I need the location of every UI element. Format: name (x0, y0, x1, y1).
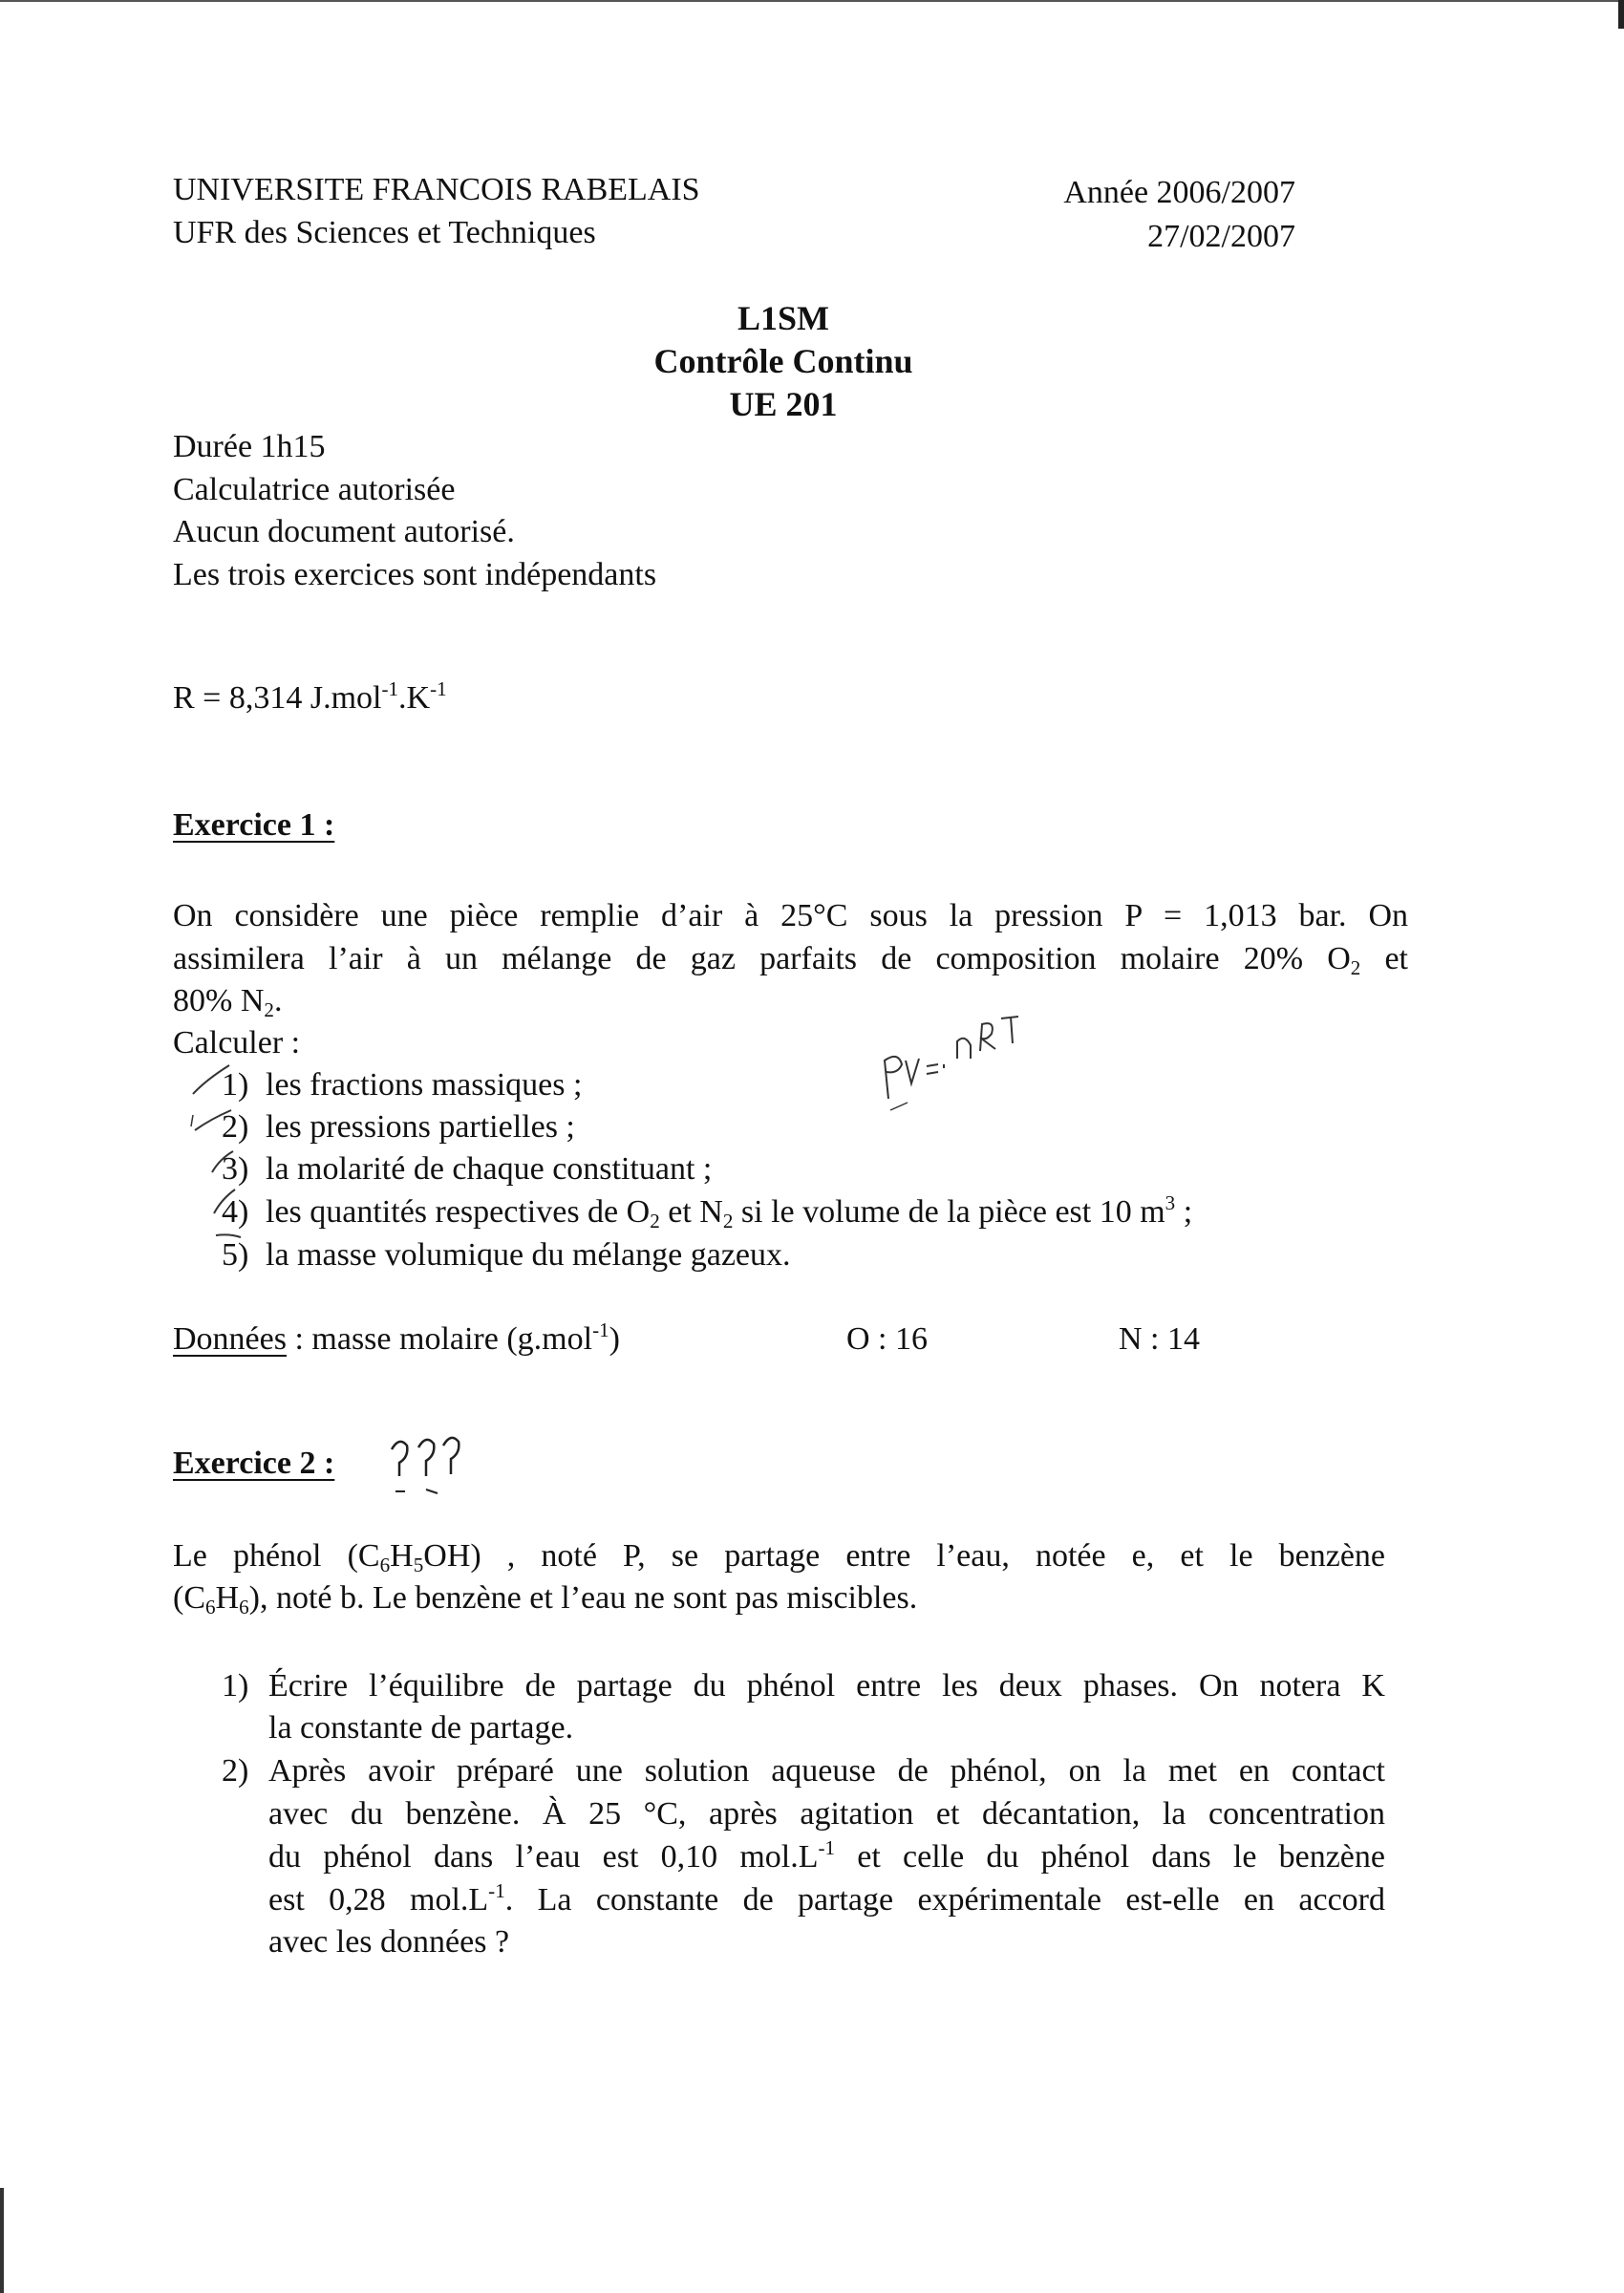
gas-constant (173, 677, 447, 719)
exercise1-calc-label: Calculer : (173, 1025, 301, 1061)
item-number: 1) (222, 1067, 249, 1103)
exercise2-intro-line2-s2: 6 (239, 1595, 249, 1618)
item-sub-a: 2 (650, 1209, 660, 1232)
gas-constant-sup2: -1 (430, 676, 447, 700)
item-text-c: si le volume de la pièce est 10 m (733, 1194, 1165, 1230)
handwritten-pv-nrt-note (879, 1003, 1070, 1118)
exercise2-q2-line4-sup: -1 (488, 1878, 505, 1902)
exercise2-intro-line2 (173, 1577, 917, 1619)
university-name: UNIVERSITE FRANCOIS RABELAIS (173, 172, 700, 207)
exercise1-intro-line2-sub: 2 (1350, 955, 1361, 979)
item-sup: 3 (1165, 1190, 1176, 1214)
exam-type: Contrôle Continu (653, 342, 913, 380)
item-number: 3) (222, 1151, 249, 1187)
gas-constant-sup1: -1 (381, 676, 399, 700)
exercise2-q2-line3 (268, 1836, 1385, 1878)
exercise2-intro-line1-a: Le phénol (C (173, 1538, 380, 1574)
item-text: les fractions massiques ; (266, 1067, 583, 1103)
handwritten-strike-marks (187, 1056, 254, 1275)
exercise2-intro-line1-c: OH) , noté P, se partage entre l’eau, notée e, et le benzène (423, 1538, 1385, 1574)
exercise2-q2-line3-b: et celle du phénol dans le benzène (835, 1839, 1385, 1875)
gas-constant-prefix: R = 8,314 J.mol (173, 680, 382, 716)
exercise1-item-3 (222, 1148, 712, 1190)
exercise2-q2-line4 (268, 1879, 1385, 1921)
item-text: la masse volumique du mélange gazeux. (266, 1237, 791, 1273)
item-number: 2) (222, 1109, 249, 1145)
exercise2-q1-line2: la constante de partage. (268, 1710, 574, 1746)
scan-edge-top (0, 0, 1624, 2)
molar-mass-oxygen: O : 16 (846, 1321, 928, 1357)
exercise1-intro-line2 (173, 938, 1408, 980)
exercise1-intro-line3-a: 80% N (173, 983, 265, 1018)
exercise2-q2-line4-b: . La constante de partage expérimentale est-elle en accord (504, 1882, 1385, 1918)
exercise2-intro-line1-b: H (390, 1538, 414, 1574)
handwritten-question-marks (382, 1428, 478, 1505)
exercise1-intro-line1: On considère une pièce remplie d’air à 25°C sous la pression P = 1,013 bar. On (173, 898, 1408, 933)
exercise1-intro-line3-sub: 2 (264, 997, 274, 1021)
item-number: 5) (222, 1237, 249, 1273)
molar-mass-nitrogen: N : 14 (1119, 1321, 1200, 1357)
exercise2-q2-number: 2) (222, 1753, 249, 1789)
exercise1-data-line (173, 1318, 620, 1361)
gas-constant-mid: .K (398, 680, 431, 716)
item-text-d: ; (1175, 1194, 1193, 1230)
item-text: les pressions partielles ; (266, 1109, 575, 1145)
academic-year: Année 2006/2007 (1063, 175, 1295, 210)
instruction-duration: Durée 1h15 (173, 429, 326, 464)
exercise2-heading: Exercice 2 : (173, 1446, 335, 1481)
exercise1-item-5 (222, 1234, 791, 1276)
exercise1-intro-line2-b: et (1360, 941, 1408, 976)
instruction-independent: Les trois exercices sont indépendants (173, 557, 657, 592)
exercise1-heading: Exercice 1 : (173, 807, 335, 843)
unit-code: UE 201 (729, 385, 838, 423)
scan-edge-right (1618, 0, 1624, 29)
item-sub-b: 2 (722, 1209, 734, 1232)
exercise2-intro-line2-b: H (215, 1580, 240, 1616)
exercise1-data-text-a: : masse molaire (g.mol (286, 1321, 593, 1357)
exercise2-q2-line3-sup: -1 (818, 1835, 836, 1859)
item-text-a: les quantités respectives de O (266, 1194, 651, 1230)
item-text: la molarité de chaque constituant ; (266, 1151, 713, 1187)
exercise1-intro-line2-a: assimilera l’air à un mélange de gaz parfaits de composition molaire 20% O (173, 941, 1351, 976)
exam-date: 27/02/2007 (1147, 219, 1295, 254)
scan-edge-left (0, 2188, 4, 2293)
exercise1-data-sup: -1 (592, 1318, 609, 1341)
exercise2-q2-line2: avec du benzène. À 25 °C, après agitation et décantation, la concentration (268, 1796, 1385, 1832)
exercise1-intro-line3 (173, 980, 282, 1022)
exercise2-q1-number: 1) (222, 1668, 249, 1704)
exercise1-item-1 (222, 1064, 582, 1106)
item-number: 4) (222, 1194, 249, 1230)
exercise2-intro-line2-a: (C (173, 1580, 205, 1616)
exercise1-data-label: Données (173, 1321, 287, 1357)
ufr-name: UFR des Sciences et Techniques (173, 215, 596, 250)
exercise2-q2-line3-a: du phénol dans l’eau est 0,10 mol.L (268, 1839, 819, 1875)
exercise1-item-4 (222, 1191, 1192, 1233)
exercise2-q1-line1: Écrire l’équilibre de partage du phénol entre les deux phases. On notera K (268, 1668, 1385, 1704)
instruction-documents: Aucun document autorisé. (173, 514, 515, 549)
item-text-b: et N (659, 1194, 723, 1230)
exercise2-intro-line2-c: ), noté b. Le benzène et l’eau ne sont pas miscibles. (248, 1580, 918, 1616)
course-code: L1SM (737, 299, 829, 337)
exercise2-q2-line1: Après avoir préparé une solution aqueuse de phénol, on la met en contact (268, 1753, 1385, 1789)
exercise2-intro-line1-s1: 6 (379, 1553, 391, 1576)
exercise2-intro-line1 (173, 1535, 1385, 1577)
exercise2-q2-line4-a: est 0,28 mol.L (268, 1882, 489, 1918)
exercise1-intro-line3-b: . (273, 983, 283, 1018)
exercise1-data-text-b: ) (609, 1321, 620, 1357)
exercise2-q2-line5: avec les données ? (268, 1924, 510, 1960)
exercise2-intro-line2-s1: 6 (205, 1595, 216, 1618)
instruction-calculator: Calculatrice autorisée (173, 472, 456, 507)
exercise1-item-2 (222, 1106, 575, 1148)
exercise2-intro-line1-s2: 5 (413, 1553, 424, 1576)
